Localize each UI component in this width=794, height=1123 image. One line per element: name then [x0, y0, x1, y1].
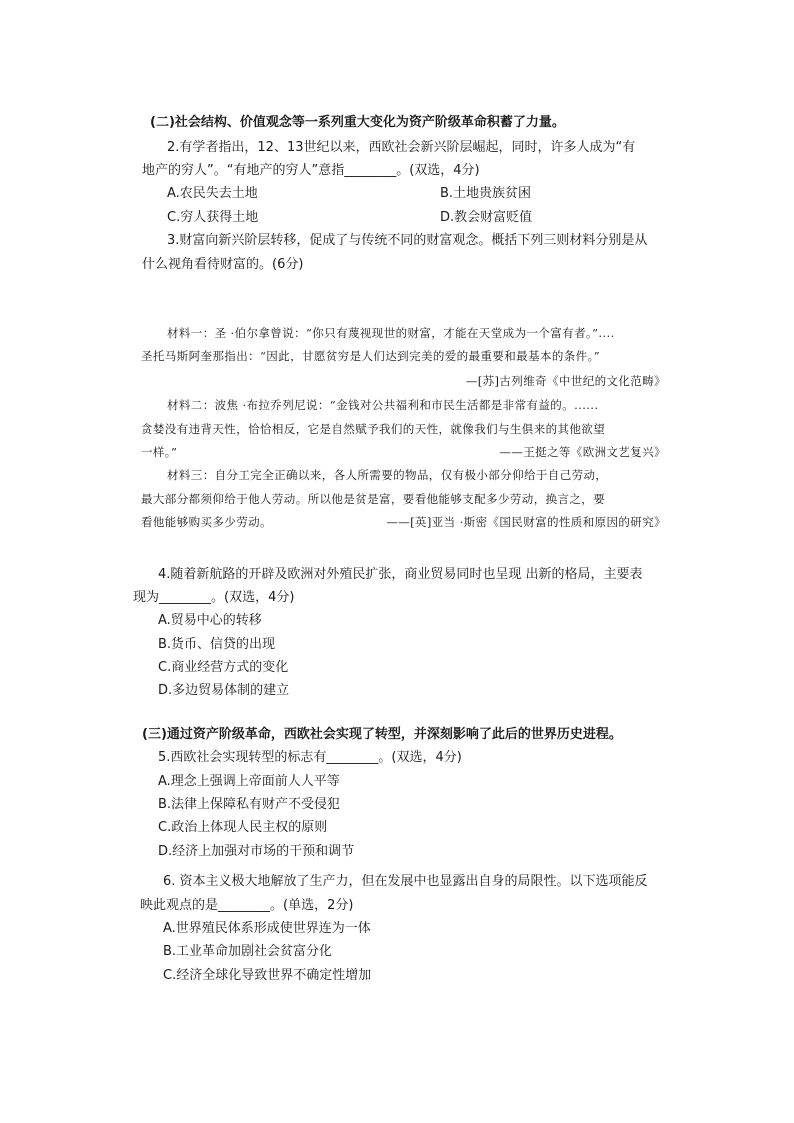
question-2-line-2: 地产的穷人”。“有地产的穷人”意指________。(双选，4分) — [142, 163, 480, 178]
material-3-line-3: 看他能够购买多少劳动。 — [141, 515, 272, 529]
question-6-option-b: B.工业革命加剧社会贫富分化 — [163, 944, 333, 959]
material-1-line-1: 材料一：圣 ·伯尔拿曾说：“你只有蔑视现世的财富，才能在天堂成为一个富有者。”.... — [167, 326, 615, 340]
material-2-line-3: 一样。” — [141, 445, 178, 459]
material-3-line-1: 材料三：自分工完全正确以来，各人所需要的物品，仅有极小部分仰给于自己劳动， — [167, 468, 608, 482]
question-3-line-1: 3.财富向新兴阶层转移，促成了与传统不同的财富观念。概括下列三则材料分别是从 — [167, 233, 648, 248]
material-3-line-2: 最大部分都须仰给于他人劳动。所以他是贫是富，要看他能够支配多少劳动，换言之，要 — [141, 492, 606, 506]
question-3-line-2: 什么视角看待财富的。(6分) — [142, 257, 304, 272]
question-4-line-2: 现为________。(双选，4分) — [133, 590, 295, 605]
section-heading-3: (三)通过资产阶级革命，西欧社会实现了转型，并深刻影响了此后的世界历史进程。 — [142, 727, 622, 742]
question-5-option-b: B.法律上保障私有财产不受侵犯 — [158, 797, 341, 812]
question-6-line-1: 6. 资本主义极大地解放了生产力，但在发展中也显露出自身的局限性。以下选项能反 — [163, 874, 648, 889]
question-6-option-c: C.经济全球化导致世界不确定性增加 — [163, 968, 372, 983]
material-1-source: —[苏]古列维奇《中世纪的文化范畴》 — [465, 374, 666, 388]
material-2-line-1: 材料二：波焦 ·布拉乔列尼说：“金钱对公共福利和市民生活都是非常有益的。...... — [167, 398, 599, 412]
question-5-line-1: 5.西欧社会实现转型的标志有________。(双选，4分) — [158, 750, 462, 765]
question-4-option-d: D.多边贸易体制的建立 — [158, 683, 290, 698]
question-6-line-2: 映此观点的是________。(单选，2分) — [140, 898, 354, 913]
question-2-line-1: 2.有学者指出，12、13世纪以来，西欧社会新兴阶层崛起，同时，许多人成为“有 — [167, 140, 636, 155]
material-2-source: ——王挺之等《欧洲文艺复兴》 — [499, 445, 666, 459]
material-3-source: ——[英]亚当 ·斯密《国民财富的性质和原因的研究》 — [386, 515, 666, 529]
question-5-option-c: C.政治上体现人民主权的原则 — [158, 820, 328, 835]
question-2-option-b: B.土地贵族贫困 — [440, 186, 532, 201]
question-4-option-a: A.贸易中心的转移 — [158, 613, 262, 628]
question-4-option-c: C.商业经营方式的变化 — [158, 660, 289, 675]
question-2-option-a: A.农民失去土地 — [167, 186, 258, 201]
question-2-option-c: C.穷人获得土地 — [167, 210, 259, 225]
material-1-line-2: 圣托马斯阿奎那指出：“因此，甘愿贫穷是人们达到完美的爱的最重要和最基本的条件。” — [141, 349, 601, 363]
question-6-option-a: A.世界殖民体系形成使世界连为一体 — [163, 921, 371, 936]
material-2-line-2: 贪婪没有违背天性，恰恰相反，它是自然赋予我们的天性，就像我们与生俱来的其他欲望 — [141, 422, 606, 436]
question-5-option-d: D.经济上加强对市场的干预和调节 — [158, 844, 355, 859]
question-5-option-a: A.理念上强调上帝面前人人平等 — [158, 774, 340, 789]
section-heading-2: (二)社会结构、价值观念等一系列重大变化为资产阶级革命积蓄了力量。 — [150, 115, 565, 130]
question-4-option-b: B.货币、信贷的出现 — [158, 637, 276, 652]
question-2-option-d: D.教会财富贬值 — [440, 210, 533, 225]
question-4-line-1: 4.随着新航路的开辟及欧洲对外殖民扩张，商业贸易同时也呈现 出新的格局，主要表 — [158, 567, 643, 582]
